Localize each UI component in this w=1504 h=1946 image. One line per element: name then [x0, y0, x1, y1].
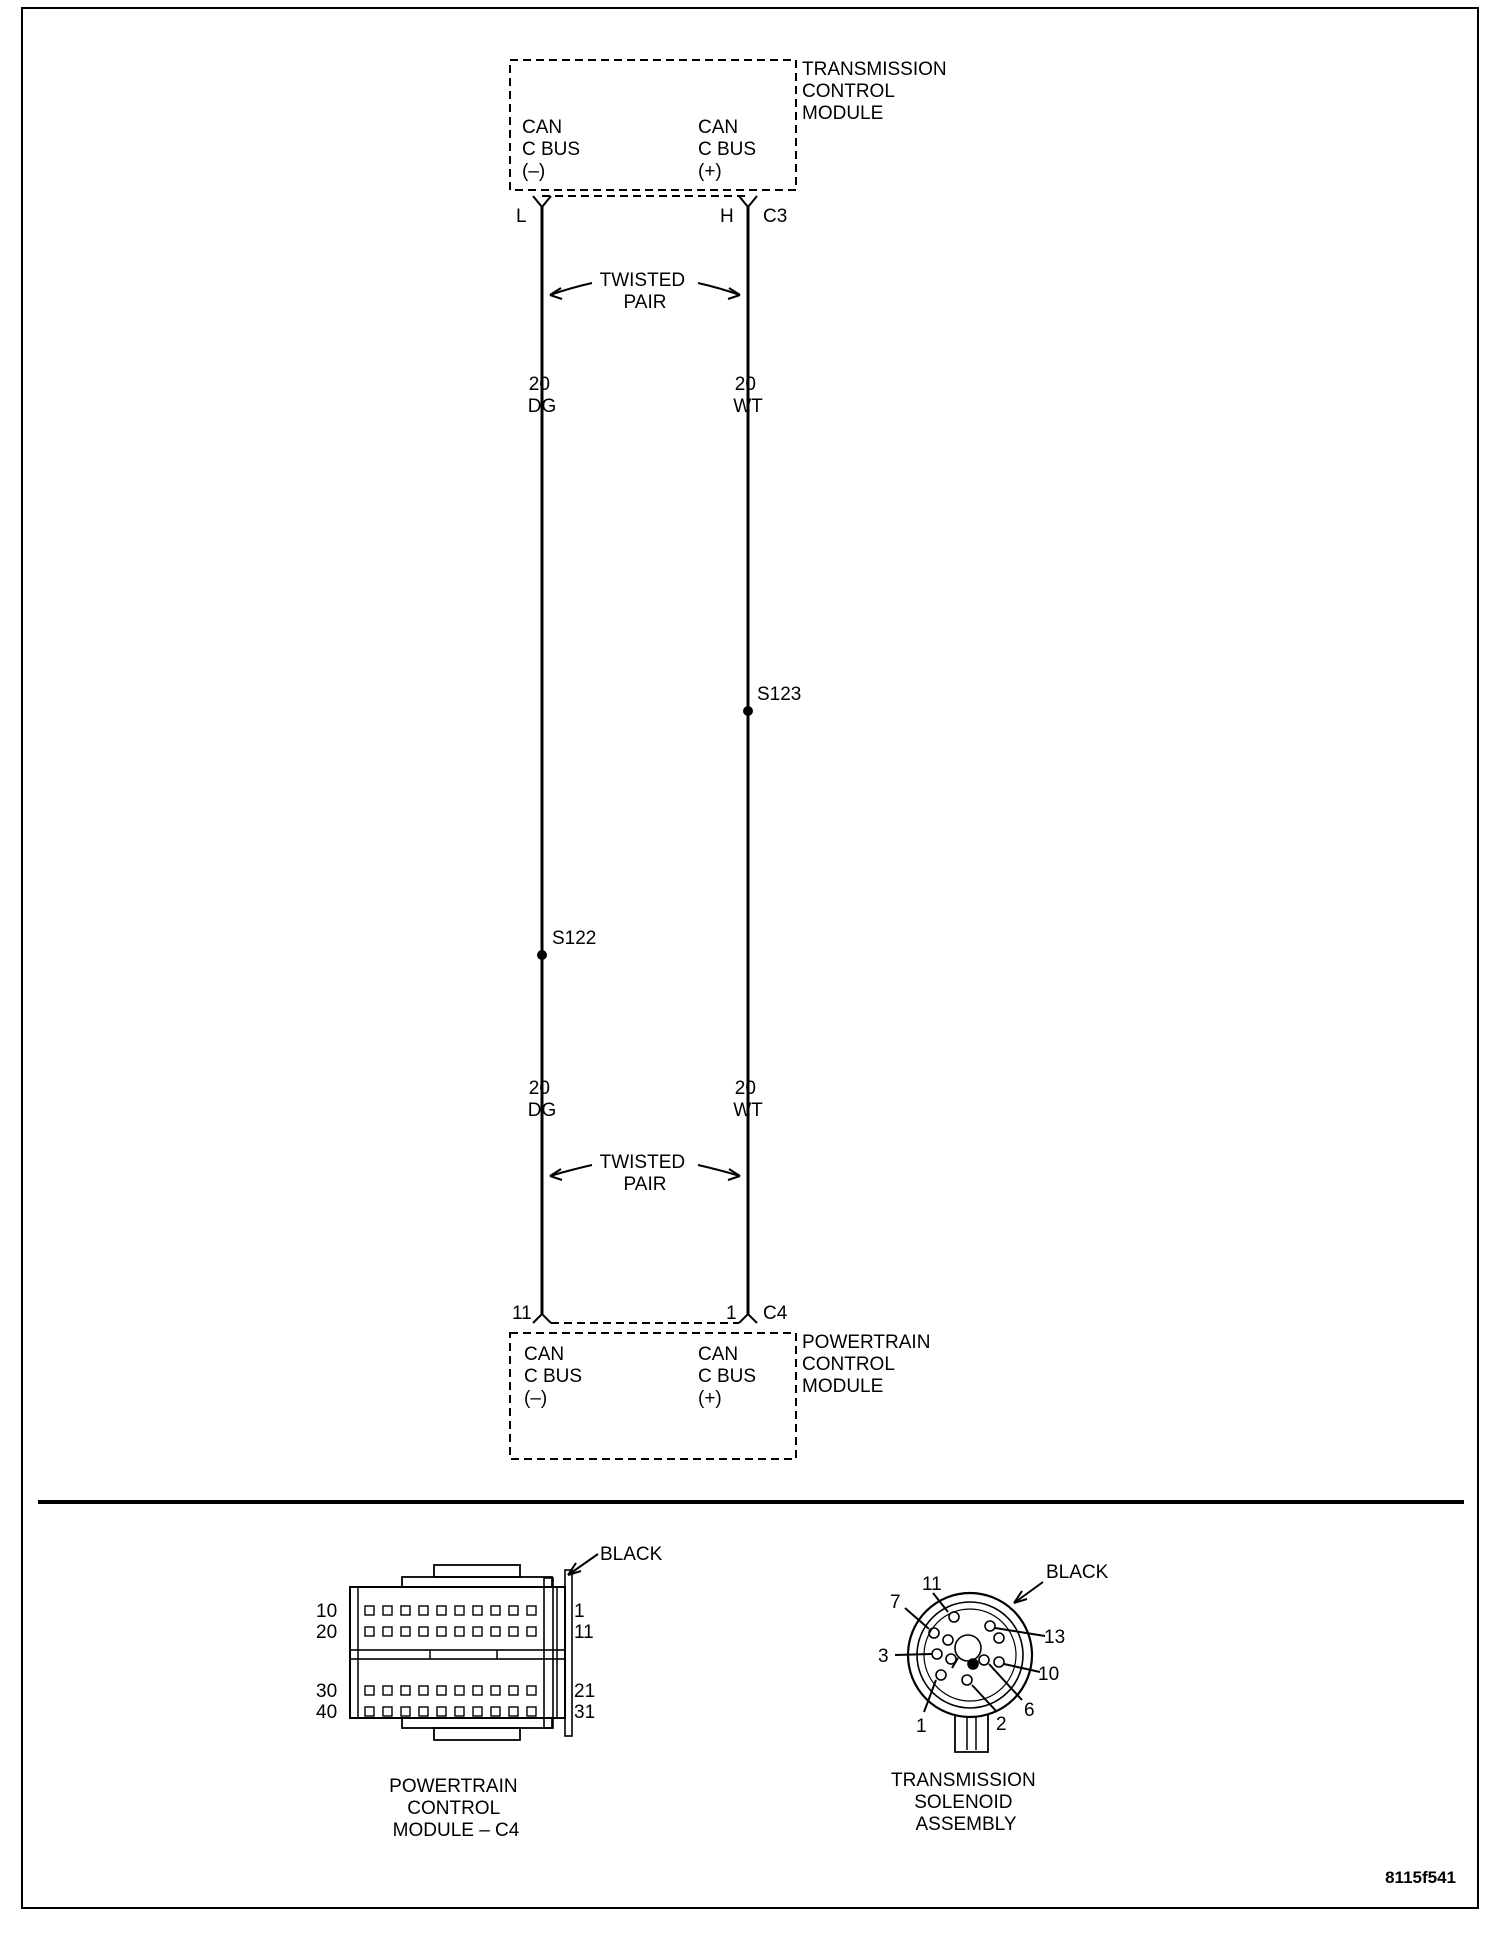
pcm-cavity	[491, 1686, 500, 1695]
twisted-arrow-left	[550, 283, 592, 295]
solenoid-pin-label-10: 10	[1038, 1664, 1060, 1685]
pcm-cavity	[401, 1686, 410, 1695]
upper-twisted-pair	[550, 270, 740, 313]
pcm-pin-label-1: 1	[574, 1601, 585, 1622]
pcm-cavity	[401, 1707, 410, 1716]
pcm-cavity	[437, 1627, 446, 1636]
pcm-cavity	[419, 1686, 428, 1695]
pcm-cavity	[365, 1627, 374, 1636]
tcm-right-terminal: H	[720, 206, 734, 227]
pcm-pin-label-11: 11	[574, 1622, 594, 1643]
tcm-right-pin-symbol	[739, 196, 757, 207]
pcm-cavity	[491, 1627, 500, 1636]
pcm-cavity	[383, 1627, 392, 1636]
pcm-pin-left-label: CAN C BUS (–)	[524, 1344, 583, 1409]
tcm-left-pin-symbol	[533, 196, 551, 207]
pcm-cavity	[437, 1686, 446, 1695]
tcm-name: TRANSMISSION CONTROL MODULE	[802, 59, 947, 124]
svg-text:TWISTED PAIR: TWISTED PAIR	[599, 1152, 686, 1195]
pcm-cavity	[473, 1606, 482, 1615]
pcm-cavity	[473, 1707, 482, 1716]
lower-wire-right-label	[733, 1078, 763, 1121]
pcm-cavity	[527, 1606, 536, 1615]
solenoid-connector-color: BLACK	[1046, 1562, 1109, 1583]
pcm-cavity	[419, 1707, 428, 1716]
pcm-cavity	[527, 1686, 536, 1695]
pcm-left-terminal: 11	[512, 1303, 532, 1324]
pcm-cavity	[509, 1707, 518, 1716]
pcm-cavity	[455, 1686, 464, 1695]
pcm-cavity	[383, 1707, 392, 1716]
pcm-right-terminal: 1	[726, 1303, 737, 1324]
pcm-left-pin-symbol	[533, 1314, 551, 1323]
pcm-cavity	[527, 1627, 536, 1636]
figure-id: 8115f541	[1385, 1868, 1456, 1887]
pcm-pin-right-label: CAN C BUS (+)	[698, 1344, 757, 1409]
pcm-cavity	[455, 1707, 464, 1716]
twisted-arrow-right	[698, 283, 740, 295]
pcm-cavity	[437, 1606, 446, 1615]
solenoid-pin-label-11: 11	[922, 1574, 942, 1595]
pcm-cavity	[365, 1606, 374, 1615]
lower-twisted-pair	[550, 1152, 740, 1195]
pcm-cavity-grid	[365, 1606, 536, 1716]
splice-s122-label: S122	[552, 928, 597, 949]
pcm-cavity	[401, 1627, 410, 1636]
pcm-connector-id: C4	[763, 1303, 788, 1324]
page-frame	[22, 8, 1478, 1908]
pcm-cavity	[419, 1627, 428, 1636]
solenoid-pin-label-3: 3	[878, 1646, 889, 1667]
pcm-module	[510, 1303, 936, 1459]
tcm-pin-left-label: CAN C BUS (–)	[522, 117, 581, 182]
pcm-pin-label-30: 30	[316, 1681, 338, 1702]
solenoid-pin-label-1: 1	[916, 1716, 927, 1737]
upper-wire-left-label	[528, 374, 557, 417]
pcm-cavity	[455, 1606, 464, 1615]
svg-text:20 DG: 20 DG	[527, 374, 557, 417]
pcm-cavity	[527, 1707, 536, 1716]
solenoid-pin-label-6: 6	[1024, 1700, 1035, 1721]
pcm-cavity	[401, 1606, 410, 1615]
pcm-cavity	[365, 1707, 374, 1716]
pcm-connector-view	[316, 1544, 663, 1841]
pcm-pin-label-21: 21	[574, 1681, 596, 1702]
pcm-pin-label-20: 20	[316, 1622, 338, 1643]
pcm-cavity	[473, 1686, 482, 1695]
pcm-cavity	[383, 1606, 392, 1615]
pcm-pin-label-40: 40	[316, 1702, 338, 1723]
splice-s123-label: S123	[757, 684, 802, 705]
pcm-name: POWERTRAIN CONTROL MODULE	[802, 1332, 931, 1397]
pcm-cavity	[509, 1686, 518, 1695]
splice-s123-dot	[743, 706, 753, 716]
pcm-cavity	[365, 1686, 374, 1695]
pcm-cavity	[509, 1606, 518, 1615]
pcm-cavity	[491, 1606, 500, 1615]
pcm-cavity	[437, 1707, 446, 1716]
pcm-connector-caption: POWERTRAIN CONTROL MODULE – C4	[389, 1776, 520, 1841]
solenoid-connector-caption: TRANSMISSION SOLENOID ASSEMBLY	[891, 1770, 1036, 1835]
pcm-right-pin-symbol	[739, 1314, 757, 1323]
svg-text:20 DG: 20 DG	[527, 1078, 557, 1121]
solenoid-pin-label-7: 7	[890, 1592, 901, 1613]
solenoid-pin-label-2: 2	[996, 1714, 1007, 1735]
solenoid-connector-view	[878, 1562, 1109, 1835]
svg-text:20 WT: 20 WT	[733, 1078, 763, 1121]
pcm-connector-color: BLACK	[600, 1544, 663, 1565]
svg-text:20 WT: 20 WT	[733, 374, 763, 417]
pcm-cavity	[383, 1686, 392, 1695]
tcm-connector-id: C3	[763, 206, 788, 227]
splice-s122-dot	[537, 950, 547, 960]
tcm-pin-right-label: CAN C BUS (+)	[698, 117, 757, 182]
pcm-cavity	[419, 1606, 428, 1615]
solenoid-pin-label-13: 13	[1044, 1627, 1066, 1648]
pcm-cavity	[473, 1627, 482, 1636]
upper-wire-right-label	[733, 374, 763, 417]
lower-wire-left-label	[528, 1078, 557, 1121]
pcm-cavity	[509, 1627, 518, 1636]
pcm-pin-label-10: 10	[316, 1601, 338, 1622]
tcm-module	[510, 59, 952, 227]
pcm-cavity	[455, 1627, 464, 1636]
tcm-left-terminal: L	[516, 206, 527, 227]
pcm-pin-label-31: 31	[574, 1702, 596, 1723]
pcm-cavity	[491, 1707, 500, 1716]
svg-text:TWISTED PAIR: TWISTED PAIR	[599, 270, 686, 313]
